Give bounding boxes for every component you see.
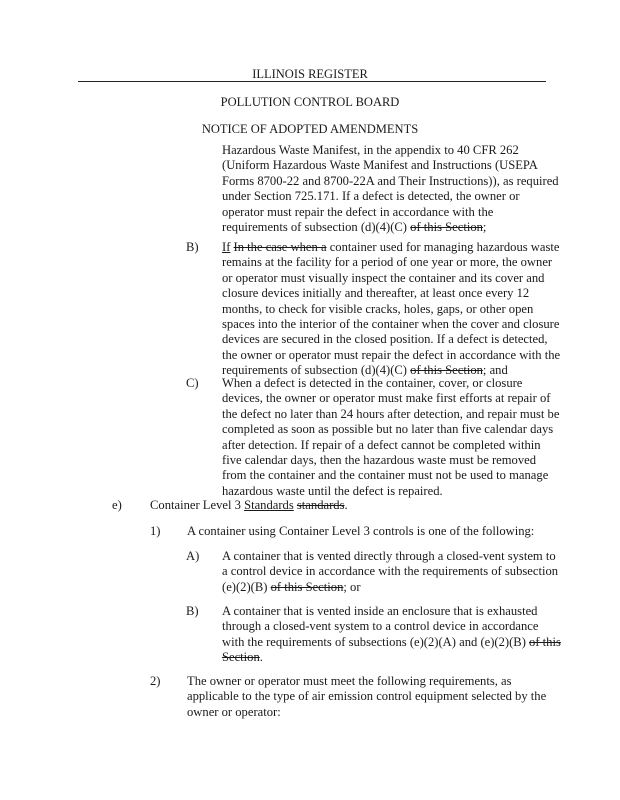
deleted-text: of this Section	[270, 579, 344, 594]
text-line: a control device in accordance with the requirements of subsection	[222, 564, 559, 579]
text-line	[222, 635, 561, 650]
item-label-1b: B)	[186, 604, 199, 618]
intro-paragraph	[222, 143, 559, 235]
text-line: or operator must visually inspect the container and its cover and	[222, 270, 545, 285]
text-run: ;	[482, 220, 487, 235]
text-line: Forms 8700-22 and 8700-22A and Their Instructions)), as required	[222, 173, 559, 188]
text-line: (Uniform Hazardous Waste Manifest and Instructions (USEPA	[222, 158, 538, 173]
text-line: from the container and the container must not be used to manage	[222, 468, 549, 483]
deleted-text: of this Section	[410, 363, 483, 378]
text-line: after detection. If repair of a defect cannot be completed within	[222, 437, 541, 452]
register-header: ILLINOIS REGISTER	[252, 67, 368, 81]
text-line: When a defect is detected in the container, cover, or closure	[222, 376, 523, 390]
header-rule	[78, 81, 546, 82]
text-line: A container that is vented inside an enclosure that is exhausted	[222, 604, 538, 618]
text-line: applicable to the type of air emission control equipment selected by the	[187, 689, 547, 704]
text-line	[222, 240, 560, 255]
text-run: .	[259, 650, 263, 665]
text-line: owner or operator:	[187, 704, 281, 719]
text-line: completed as soon as possible but no later than five calendar days	[222, 422, 554, 437]
item-1-text: A container using Container Level 3 controls is one of the following:	[187, 524, 535, 538]
text-line	[222, 220, 559, 235]
inserted-text: If	[222, 240, 231, 254]
text-line: remains at the facility for a period of one year or more, the owner	[222, 255, 553, 270]
notice-header: NOTICE OF ADOPTED AMENDMENTS	[201, 122, 419, 136]
text-line: under Section 725.171. If a defect is detected, the owner or	[222, 189, 520, 204]
text-run: requirements of subsection (d)(4)(C)	[222, 220, 411, 235]
text-run: Container Level 3	[150, 498, 245, 512]
text-line: the defect no later than 24 hours after detection, and repair must be	[222, 406, 560, 421]
text-line: five calendar days, then the hazardous waste must be removed	[222, 453, 537, 468]
text-line: the owner or operator must repair the defect in accordance with the	[222, 347, 561, 362]
text-run: ; or	[343, 579, 361, 594]
item-c-paragraph	[222, 376, 559, 499]
text-run: ; and	[482, 363, 508, 378]
item-label-b: B)	[186, 240, 199, 254]
text-line: A container that is vented directly through a closed-vent system to	[222, 549, 556, 563]
text-line: operator must repair the defect in accordance with the	[222, 204, 494, 219]
text-line: months, to check for visible cracks, holes, gaps, or other open	[222, 301, 534, 316]
text-run: (e)(2)(B)	[222, 579, 271, 594]
item-b-paragraph	[222, 240, 560, 379]
text-run: with the requirements of subsections (e)(2)(A) and (e)(2)(B)	[222, 634, 530, 649]
deleted-text: Section	[222, 650, 260, 665]
board-header: POLLUTION CONTROL BOARD	[220, 95, 400, 109]
item-label-c: C)	[186, 376, 199, 390]
text-line: spaces into the interior of the container when the cover and closure	[222, 317, 560, 332]
deleted-text: In the case when a	[233, 240, 327, 254]
text-line: Hazardous Waste Manifest, in the appendix to 40 CFR 262	[222, 143, 519, 157]
item-1b-paragraph	[222, 604, 561, 666]
text-line	[222, 650, 561, 665]
text-line: hazardous waste until the defect is repaired.	[222, 483, 443, 498]
text-line: devices are secured in the closed position. If a defect is detected,	[222, 332, 548, 347]
text-line: closure devices initially and thereafter, at least once every 12	[222, 286, 530, 301]
text-run: requirements of subsection (d)(4)(C)	[222, 363, 411, 378]
text-line: devices, the owner or operator must make first efforts at repair of	[222, 391, 551, 406]
text-line	[222, 580, 558, 595]
item-1a-paragraph	[222, 549, 558, 595]
item-2-paragraph	[187, 674, 546, 720]
deleted-text: standards	[296, 498, 345, 512]
deleted-text: of this	[529, 634, 561, 649]
deleted-text: of this Section	[410, 220, 483, 235]
section-label-e: e)	[112, 498, 122, 512]
item-label-1a: A)	[186, 549, 200, 563]
section-e-title	[150, 498, 348, 513]
item-label-2: 2)	[150, 674, 161, 688]
text-run: .	[344, 498, 348, 512]
inserted-text: Standards	[244, 498, 294, 512]
text-line: The owner or operator must meet the following requirements, as	[187, 674, 512, 688]
item-label-1: 1)	[150, 524, 161, 538]
text-line: through a closed-vent system to a control device in accordance	[222, 619, 539, 634]
text-run: container used for managing hazardous waste	[326, 240, 560, 254]
